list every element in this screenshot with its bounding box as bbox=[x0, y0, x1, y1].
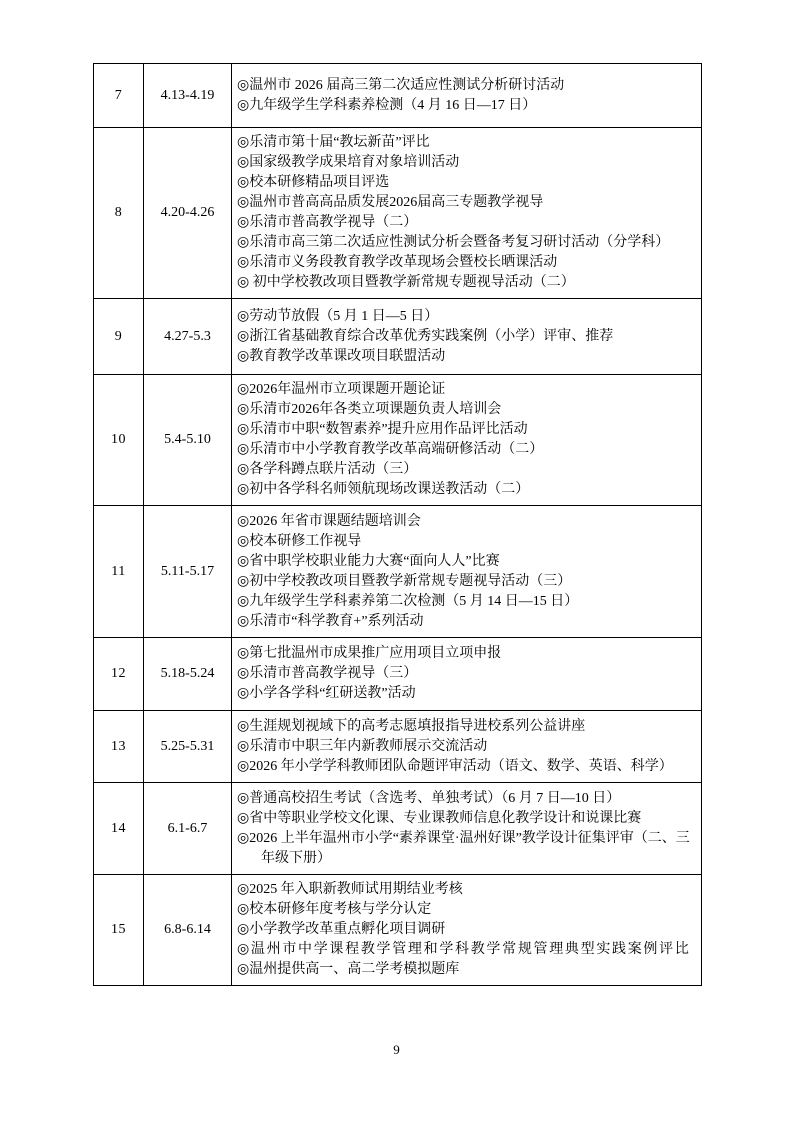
activity-item: ◎生涯规划视域下的高考志愿填报指导进校系列公益讲座 bbox=[237, 718, 586, 734]
table-row bbox=[94, 506, 702, 638]
table-row bbox=[94, 128, 702, 299]
activity-list bbox=[237, 380, 693, 500]
week-number-cell: 13 bbox=[94, 711, 144, 783]
table-row bbox=[94, 299, 702, 375]
week-number-cell: 11 bbox=[94, 506, 144, 638]
activity-item: ◎小学教学改革重点孵化项目调研 bbox=[237, 922, 446, 937]
activity-item: ◎温州提供高一、高二学考模拟题库 bbox=[237, 962, 460, 977]
activities-cell bbox=[232, 375, 702, 506]
week-number-cell: 8 bbox=[94, 128, 144, 299]
activity-list bbox=[237, 512, 693, 632]
activity-item: ◎2025 年入职新教师试用期结业考核 bbox=[237, 882, 463, 897]
activity-item: ◎2026 年省市课题结题培训会 bbox=[237, 513, 421, 529]
page-number: 9 bbox=[393, 1042, 400, 1057]
activity-list bbox=[237, 717, 693, 777]
activity-item: ◎教育教学改革课改项目联盟活动 bbox=[237, 348, 446, 364]
table-row bbox=[94, 711, 702, 783]
week-number-cell: 14 bbox=[94, 783, 144, 875]
activity-item: ◎2026年温州市立项课题开题论证 bbox=[237, 382, 446, 397]
activity-item: ◎2026 上半年温州市小学“素养课堂·温州好课”教学设计征集评审（二、三年级下册） bbox=[237, 830, 690, 866]
activities-cell bbox=[232, 638, 702, 711]
activity-item: ◎乐清市第十届“教坛新苗”评比 bbox=[237, 135, 430, 150]
activity-item: ◎浙江省基础教育综合改革优秀实践案例（小学）评审、推荐 bbox=[237, 328, 614, 344]
activity-item: ◎省中职学校职业能力大赛“面向人人”比赛 bbox=[237, 553, 500, 569]
activity-list bbox=[237, 789, 693, 869]
activity-list bbox=[237, 307, 693, 367]
activity-item: ◎国家级教学成果培育对象培训活动 bbox=[237, 155, 460, 170]
activity-item: ◎第七批温州市成果推广应用项目立项申报 bbox=[237, 646, 502, 661]
activity-item: ◎劳动节放假（5 月 1 日—5 日） bbox=[237, 308, 439, 324]
week-number-cell: 9 bbox=[94, 299, 144, 375]
date-range-cell: 4.27-5.3 bbox=[144, 299, 232, 375]
activity-item: ◎小学各学科“红研送教”活动 bbox=[237, 686, 416, 701]
date-range-cell: 4.20-4.26 bbox=[144, 128, 232, 299]
activity-item: ◎乐清市“科学教育+”系列活动 bbox=[237, 613, 424, 629]
schedule-table bbox=[93, 63, 702, 986]
activities-cell bbox=[232, 299, 702, 375]
activity-list bbox=[237, 76, 693, 116]
activity-item: ◎初中学校教改项目暨教学新常规专题视导活动（三） bbox=[237, 573, 572, 589]
activity-item: ◎乐清市普高教学视导（二） bbox=[237, 215, 418, 230]
activities-cell bbox=[232, 875, 702, 986]
activity-item: ◎ 初中学校教改项目暨教学新常规专题视导活动（二） bbox=[237, 275, 575, 290]
activity-item: ◎温州市 2026 届高三第二次适应性测试分析研讨活动 bbox=[237, 77, 565, 93]
table-row bbox=[94, 375, 702, 506]
activity-item: ◎校本研修工作视导 bbox=[237, 533, 362, 549]
activity-item: ◎温州市普高高品质发展2026届高三专题教学视导 bbox=[237, 195, 544, 210]
table-row bbox=[94, 64, 702, 128]
activity-item: ◎各学科蹲点联片活动（三） bbox=[237, 462, 418, 477]
date-range-cell: 5.11-5.17 bbox=[144, 506, 232, 638]
activities-cell bbox=[232, 64, 702, 128]
activity-item: ◎九年级学生学科素养检测（4 月 16 日—17 日） bbox=[237, 97, 537, 113]
schedule-table-body bbox=[94, 64, 702, 986]
date-range-cell: 5.25-5.31 bbox=[144, 711, 232, 783]
activity-list bbox=[237, 644, 693, 704]
activities-cell bbox=[232, 711, 702, 783]
week-number-cell: 10 bbox=[94, 375, 144, 506]
date-range-cell: 6.1-6.7 bbox=[144, 783, 232, 875]
activities-cell bbox=[232, 128, 702, 299]
activity-item: ◎乐清市义务段教育教学改革现场会暨校长晒课活动 bbox=[237, 255, 558, 270]
activity-item: ◎温州市中学课程教学管理和学科教学常规管理典型实践案例评比 bbox=[237, 942, 691, 957]
week-number-cell: 7 bbox=[94, 64, 144, 128]
activity-item: ◎初中各学科名师领航现场改课送教活动（二） bbox=[237, 482, 530, 497]
activity-item: ◎乐清市普高教学视导（三） bbox=[237, 666, 418, 681]
activity-item: ◎乐清市高三第二次适应性测试分析会暨备考复习研讨活动（分学科） bbox=[237, 235, 670, 250]
activity-item: ◎乐清市中小学教育教学改革高端研修活动（二） bbox=[237, 442, 544, 457]
date-range-cell: 5.18-5.24 bbox=[144, 638, 232, 711]
activity-item: ◎九年级学生学科素养第二次检测（5 月 14 日—15 日） bbox=[237, 593, 579, 609]
activity-item: ◎乐清市中职三年内新教师展示交流活动 bbox=[237, 738, 488, 754]
week-number-cell: 15 bbox=[94, 875, 144, 986]
activities-cell bbox=[232, 506, 702, 638]
activity-item: ◎普通高校招生考试（含选考、单独考试）（6 月 7 日—10 日） bbox=[237, 790, 621, 806]
activity-item: ◎校本研修年度考核与学分认定 bbox=[237, 902, 432, 917]
activity-list bbox=[237, 133, 693, 293]
week-number-cell: 12 bbox=[94, 638, 144, 711]
activity-item: ◎乐清市2026年各类立项课题负责人培训会 bbox=[237, 402, 502, 417]
activity-item: ◎省中等职业学校文化课、专业课教师信息化教学设计和说课比赛 bbox=[237, 810, 642, 826]
activities-cell bbox=[232, 783, 702, 875]
activity-list bbox=[237, 880, 693, 980]
table-row bbox=[94, 875, 702, 986]
date-range-cell: 4.13-4.19 bbox=[144, 64, 232, 128]
activity-item: ◎校本研修精品项目评选 bbox=[237, 175, 390, 190]
activity-item: ◎2026 年小学学科教师团队命题评审活动（语文、数学、英语、科学） bbox=[237, 758, 673, 774]
date-range-cell: 5.4-5.10 bbox=[144, 375, 232, 506]
activity-item: ◎乐清市中职“数智素养”提升应用作品评比活动 bbox=[237, 422, 528, 437]
table-row bbox=[94, 783, 702, 875]
date-range-cell: 6.8-6.14 bbox=[144, 875, 232, 986]
table-row bbox=[94, 638, 702, 711]
